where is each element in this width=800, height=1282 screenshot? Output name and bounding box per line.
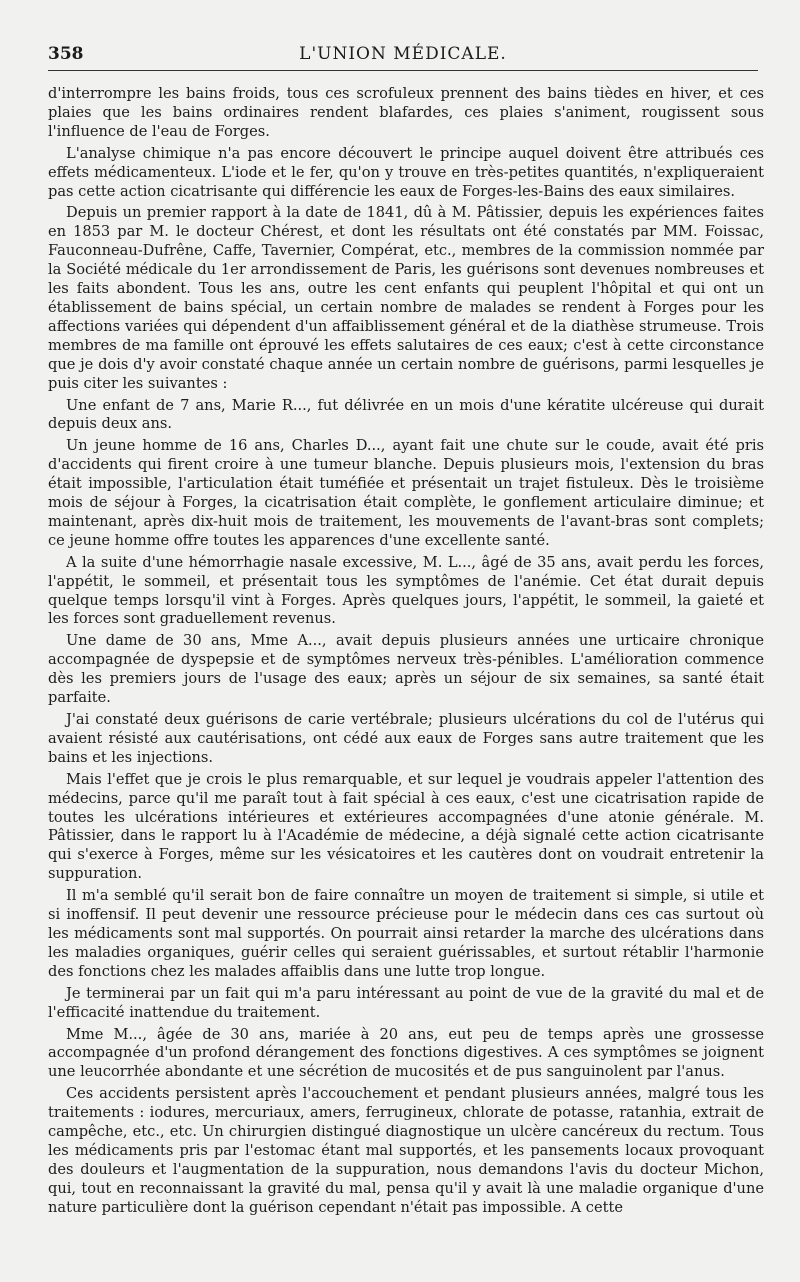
paragraph: J'ai constaté deux guérisons de carie vertébrale; plusieurs ulcérations du col de l'utérus qui avaient résisté aux cautérisations, ont cédé aux eaux de Forges sans autre traitement que les bains et les injections.: [48, 711, 764, 766]
paragraph: Il m'a semblé qu'il serait bon de faire connaître un moyen de traitement si simple, si utile et si inoffensif. Il peut devenir une ressource précieuse pour le médecin dans ces cas surtout où les médicaments sont mal supportés. On pourrait ainsi retarder la marche des ulcérations dans les maladies organiques, guérir celles qui seraient guérissables, et surtout rétablir l'harmonie des fonctions chez les malades affaiblis dans une lutte trop longue.: [48, 887, 764, 980]
paragraph: A la suite d'une hémorrhagie nasale excessive, M. L..., âgé de 35 ans, avait perdu les forces, l'appétit, le sommeil, et présentait tous les symptômes de l'anémie. Cet état durait depuis quelque temps lorsqu'il vint à Forges. Après quelques jours, l'appétit, le sommeil, la gaieté et les forces sont graduellement revenus.: [48, 553, 764, 628]
running-title: L'UNION MÉDICALE.: [299, 44, 507, 64]
paragraph: Un jeune homme de 16 ans, Charles D..., ayant fait une chute sur le coude, avait été pris d'accidents qui firent croire à une tumeur blanche. Depuis plusieurs mois, l'extension du bras était impossible, l'articulation était tuméfiée et présentait un trajet fistuleux. Dès le troisième mois de séjour à Forges, la cicatrisation était complète, le gonflement articulaire diminue; et maintenant, après dix-huit mois de traitement, les mouvements de l'avant-bras sont complets; ce jeune homme offre toutes les apparences d'une excellente santé.: [48, 437, 764, 549]
paragraph: d'interrompre les bains froids, tous ces scrofuleux prennent des bains tièdes en hiver, et ces plaies que les bains ordinaires rendent blafardes, ces plaies s'animent, rougissent sous l'influence de l'eau de Forges.: [48, 85, 764, 140]
paragraph: Une dame de 30 ans, Mme A..., avait depuis plusieurs années une urticaire chronique accompagnée de dyspepsie et de symptômes nerveux très-pénibles. L'amélioration commence dès les premiers jours de l'usage des eaux; après un séjour de six semaines, sa santé était parfaite.: [48, 632, 764, 707]
paragraph: Ces accidents persistent après l'accouchement et pendant plusieurs années, malgré tous les traitements : iodures, mercuriaux, amers, ferrugineux, chlorate de potasse, ratanhia, extrait de campêche, etc., etc. Un chirurgien distingué diagnostique un ulcère cancéreux du rectum. Tous les médicaments pris par l'estomac étant mal supportés, et les pansements locaux provoquant des douleurs et l'augmentation de la suppuration, nous demandons l'avis du docteur Michon, qui, tout en reconnaissant la gravité du mal, pensa qu'il y avait là une maladie organique d'une nature particulière dont la guérison cependant n'était pas impossible. A cette: [48, 1085, 764, 1216]
paragraph: Depuis un premier rapport à la date de 1841, dû à M. Pâtissier, depuis les expériences faites en 1853 par M. le docteur Chérest, et dont les résultats ont été constatés par MM. Foissac, Fauconneau-Dufrêne, Caffe, Tavernier, Compérat, etc., membres de la commission nommée par la Société médicale du 1er arrondissement de Paris, les guérisons sont devenues nombreuses et les faits abondent. Tous les ans, outre les cent enfants qui peuplent l'hôpital et qui ont un établissement de bains spécial, un certain nombre de malades se rendent à Forges pour les affections variées qui dépendent d'un affaiblissement général et de la diathèse strumeuse. Trois membres de ma famille ont éprouvé les effets salutaires de ces eaux; c'est à cette circonstance que je dois d'y avoir constaté chaque année un certain nombre de guérisons, parmi lesquelles je puis citer les suivantes :: [48, 204, 764, 392]
paragraph: Je terminerai par un fait qui m'a paru intéressant au point de vue de la gravité du mal et de l'efficacité inattendue du traitement.: [48, 984, 764, 1021]
paragraph: Une enfant de 7 ans, Marie R..., fut délivrée en un mois d'une kératite ulcéreuse qui durait depuis deux ans.: [48, 396, 764, 433]
page-number: 358: [48, 44, 84, 64]
paragraph: L'analyse chimique n'a pas encore découvert le principe auquel doivent être attribués ces effets médicamenteux. L'iode et le fer, qu'on y trouve en très-petites quantités, n'expliqueraient pas cette action cicatrisante qui différencie les eaux de Forges-les-Bains des eaux similaires.: [48, 144, 764, 200]
running-header: [48, 44, 758, 71]
article-body: [48, 85, 764, 1218]
paragraph: Mme M..., âgée de 30 ans, mariée à 20 ans, eut peu de temps après une grossesse accompagnée d'un profond dérangement des fonctions digestives. A ces symptômes se joignent une leucorrhée abondante et une sécrétion de mucosités et de pus sanguinolent par l'anus.: [48, 1025, 764, 1081]
paragraph: Mais l'effet que je crois le plus remarquable, et sur lequel je voudrais appeler l'attention des médecins, parce qu'il me paraît tout à fait spécial à ces eaux, c'est une cicatrisation rapide de toutes les ulcérations intérieures et extérieures accompagnées d'une atonie générale. M. Pâtissier, dans le rapport lu à l'Académie de médecine, a déjà signalé cette action cicatrisante qui s'exerce à Forges, même sur les vésicatoires et les cautères dont on voudrait entretenir la suppuration.: [48, 770, 764, 883]
